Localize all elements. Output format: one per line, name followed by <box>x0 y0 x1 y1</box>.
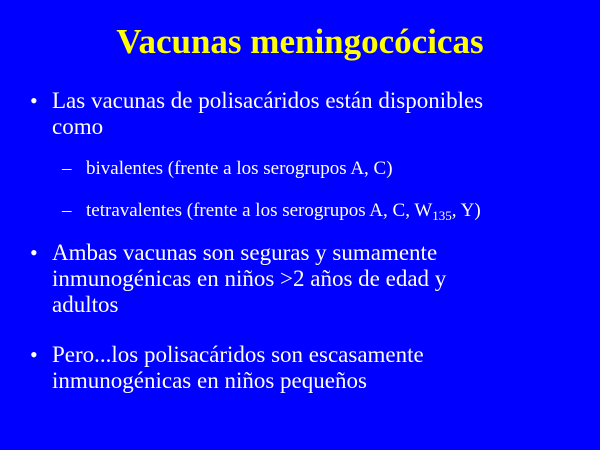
bullet-line: inmunogénicas en niños >2 años de edad y <box>52 266 447 291</box>
dash-icon: – <box>62 158 72 179</box>
bullet-line: adultos <box>52 292 119 317</box>
bullet-icon: • <box>30 88 38 113</box>
sub-bullet-text-before: tetravalentes (frente a los serogrupos A, C, W <box>86 200 433 221</box>
bullet-icon: • <box>30 342 38 367</box>
bullet-line: Pero...los polisacáridos son escasamente <box>52 342 424 367</box>
slide-title: Vacunas meningocócicas <box>116 22 484 61</box>
bullet-line: Las vacunas de polisacáridos están disponibles <box>52 88 484 113</box>
sub-bullet-text-after: , Y) <box>451 200 481 221</box>
bullet-line: inmunogénicas en niños pequeños <box>52 368 367 393</box>
bullet-line: como <box>52 114 104 139</box>
subscript: 135 <box>432 208 452 223</box>
sub-bullet-text: bivalentes (frente a los serogrupos A, C) <box>86 158 393 179</box>
bullet-text <box>52 88 587 140</box>
dash-icon: – <box>62 200 72 221</box>
bullet-text <box>52 240 587 318</box>
bullet-icon: • <box>30 240 38 265</box>
sub-bullet-text <box>86 199 481 223</box>
bullet-line: Ambas vacunas son seguras y sumamente <box>52 240 438 265</box>
bullet-text <box>52 342 587 394</box>
